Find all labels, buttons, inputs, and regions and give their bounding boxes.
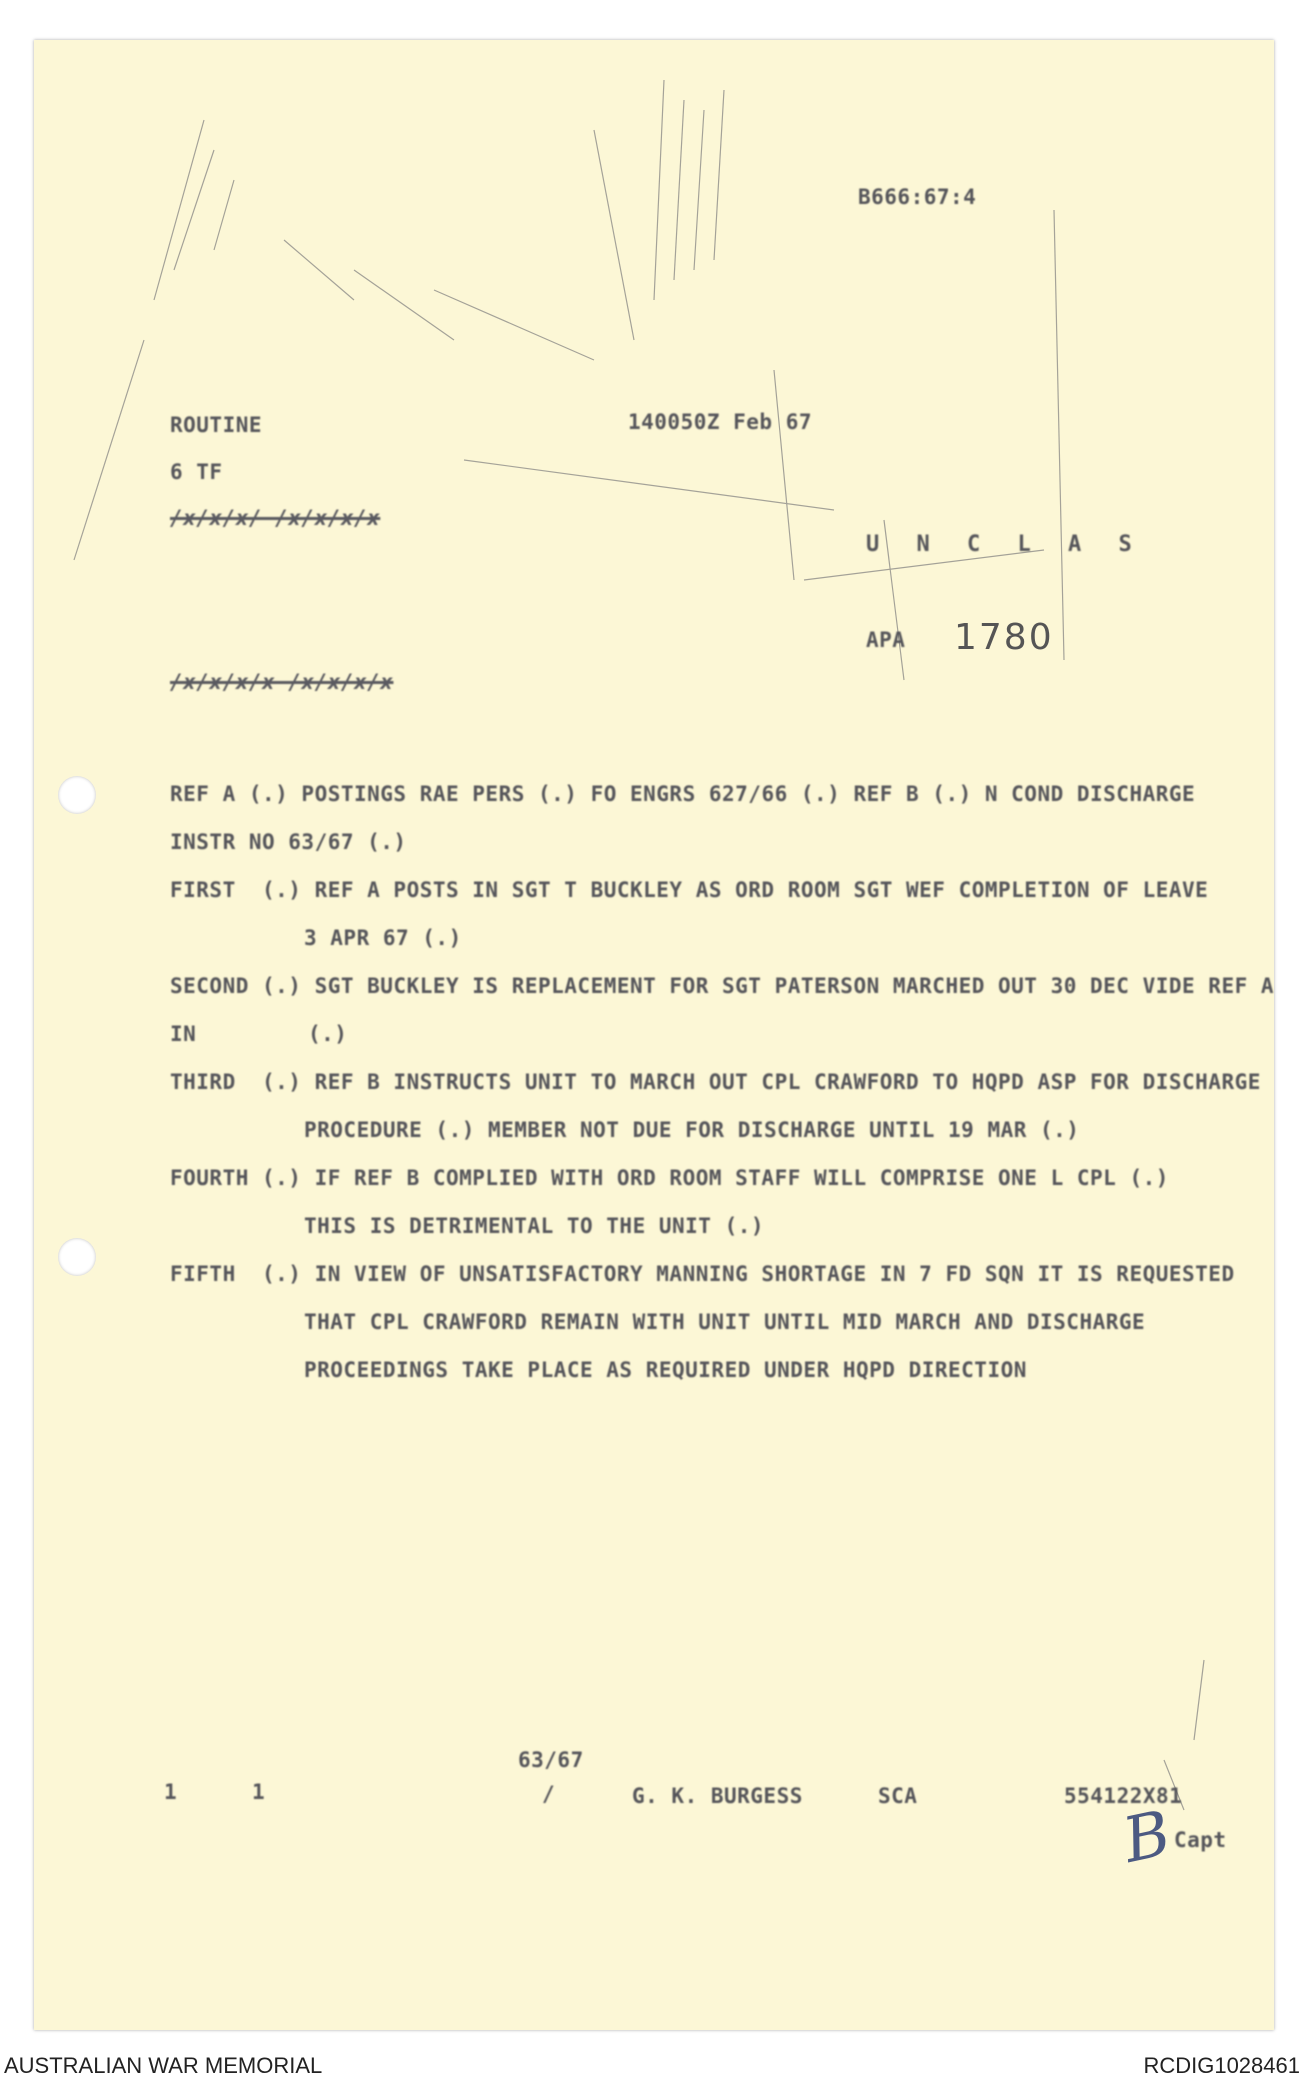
apa-label: APA — [866, 628, 906, 652]
body-line: THIS IS DETRIMENTAL TO THE UNIT (.) — [304, 1214, 765, 1238]
originator-unit: 6 TF — [170, 460, 223, 484]
instruction-reference: 63/67 — [518, 1748, 584, 1772]
archive-footer — [0, 2050, 1314, 2082]
body-line: THAT CPL CRAWFORD REMAIN WITH UNIT UNTIL MID MARCH AND DISCHARGE — [304, 1310, 1146, 1334]
file-reference: B666:67:4 — [858, 185, 977, 209]
body-line: (.) REF B INSTRUCTS UNIT TO MARCH OUT CPL CRAWFORD TO HQPD ASP FOR DISCHARGE — [262, 1070, 1261, 1094]
pencil-marks — [34, 40, 1274, 2030]
struck-address-line-2: /x/x/x/x /x/x/x/x — [170, 670, 394, 694]
appointment: SCA — [878, 1784, 918, 1808]
officer-number: 554122X81 — [1064, 1784, 1183, 1808]
precedence: ROUTINE — [170, 413, 263, 437]
body-line: (.) REF A POSTS IN SGT T BUCKLEY AS ORD ROOM SGT WEF COMPLETION OF LEAVE — [262, 878, 1209, 902]
paragraph-label-third: THIRD — [170, 1070, 236, 1094]
body-line: PROCEDURE (.) MEMBER NOT DUE FOR DISCHARGE UNTIL 19 MAR (.) — [304, 1118, 1080, 1142]
body-line: (.) — [308, 1022, 348, 1046]
body-line: PROCEEDINGS TAKE PLACE AS REQUIRED UNDER HQPD DIRECTION — [304, 1358, 1027, 1382]
body-line: 3 APR 67 (.) — [304, 926, 462, 950]
body-line: INSTR NO 63/67 (.) — [170, 830, 407, 854]
institution-name: AUSTRALIAN WAR MEMORIAL — [4, 2053, 323, 2078]
body-line: (.) IF REF B COMPLIED WITH ORD ROOM STAFF WILL COMPRISE ONE L CPL (.) — [262, 1166, 1169, 1190]
paragraph-label-first: FIRST — [170, 878, 236, 902]
body-line: REF A (.) POSTINGS RAE PERS (.) FO ENGRS 627/66 (.) REF B (.) N COND DISCHARGE — [170, 782, 1196, 806]
paragraph-label-in: IN — [170, 1022, 197, 1046]
signature-rank: Capt — [1174, 1828, 1227, 1852]
paragraph-label-fifth: FIFTH — [170, 1262, 236, 1286]
body-line: (.) SGT BUCKLEY IS REPLACEMENT FOR SGT PATERSON MARCHED OUT 30 DEC VIDE REF A — [262, 974, 1274, 998]
reference-slash: / — [542, 1782, 556, 1806]
releasing-officer: G. K. BURGESS — [632, 1784, 803, 1808]
classification: U N C L A S — [866, 532, 1144, 557]
copies-col-2: 1 — [252, 1780, 266, 1804]
apa-number: 1780 — [954, 617, 1054, 658]
date-time-group: 140050Z Feb 67 — [628, 410, 813, 434]
paragraph-label-fourth: FOURTH — [170, 1166, 249, 1190]
copies-col-1: 1 — [164, 1780, 178, 1804]
body-line: (.) IN VIEW OF UNSATISFACTORY MANNING SHORTAGE IN 7 FD SQN IT IS REQUESTED — [262, 1262, 1235, 1286]
signature-initial: B — [1116, 1796, 1177, 1877]
document-sheet — [34, 40, 1274, 2030]
item-id: RCDIG1028461 — [1143, 2053, 1300, 2078]
struck-address-line-1: /x/x/x/ /x/x/x/x — [170, 506, 381, 530]
paragraph-label-second: SECOND — [170, 974, 249, 998]
